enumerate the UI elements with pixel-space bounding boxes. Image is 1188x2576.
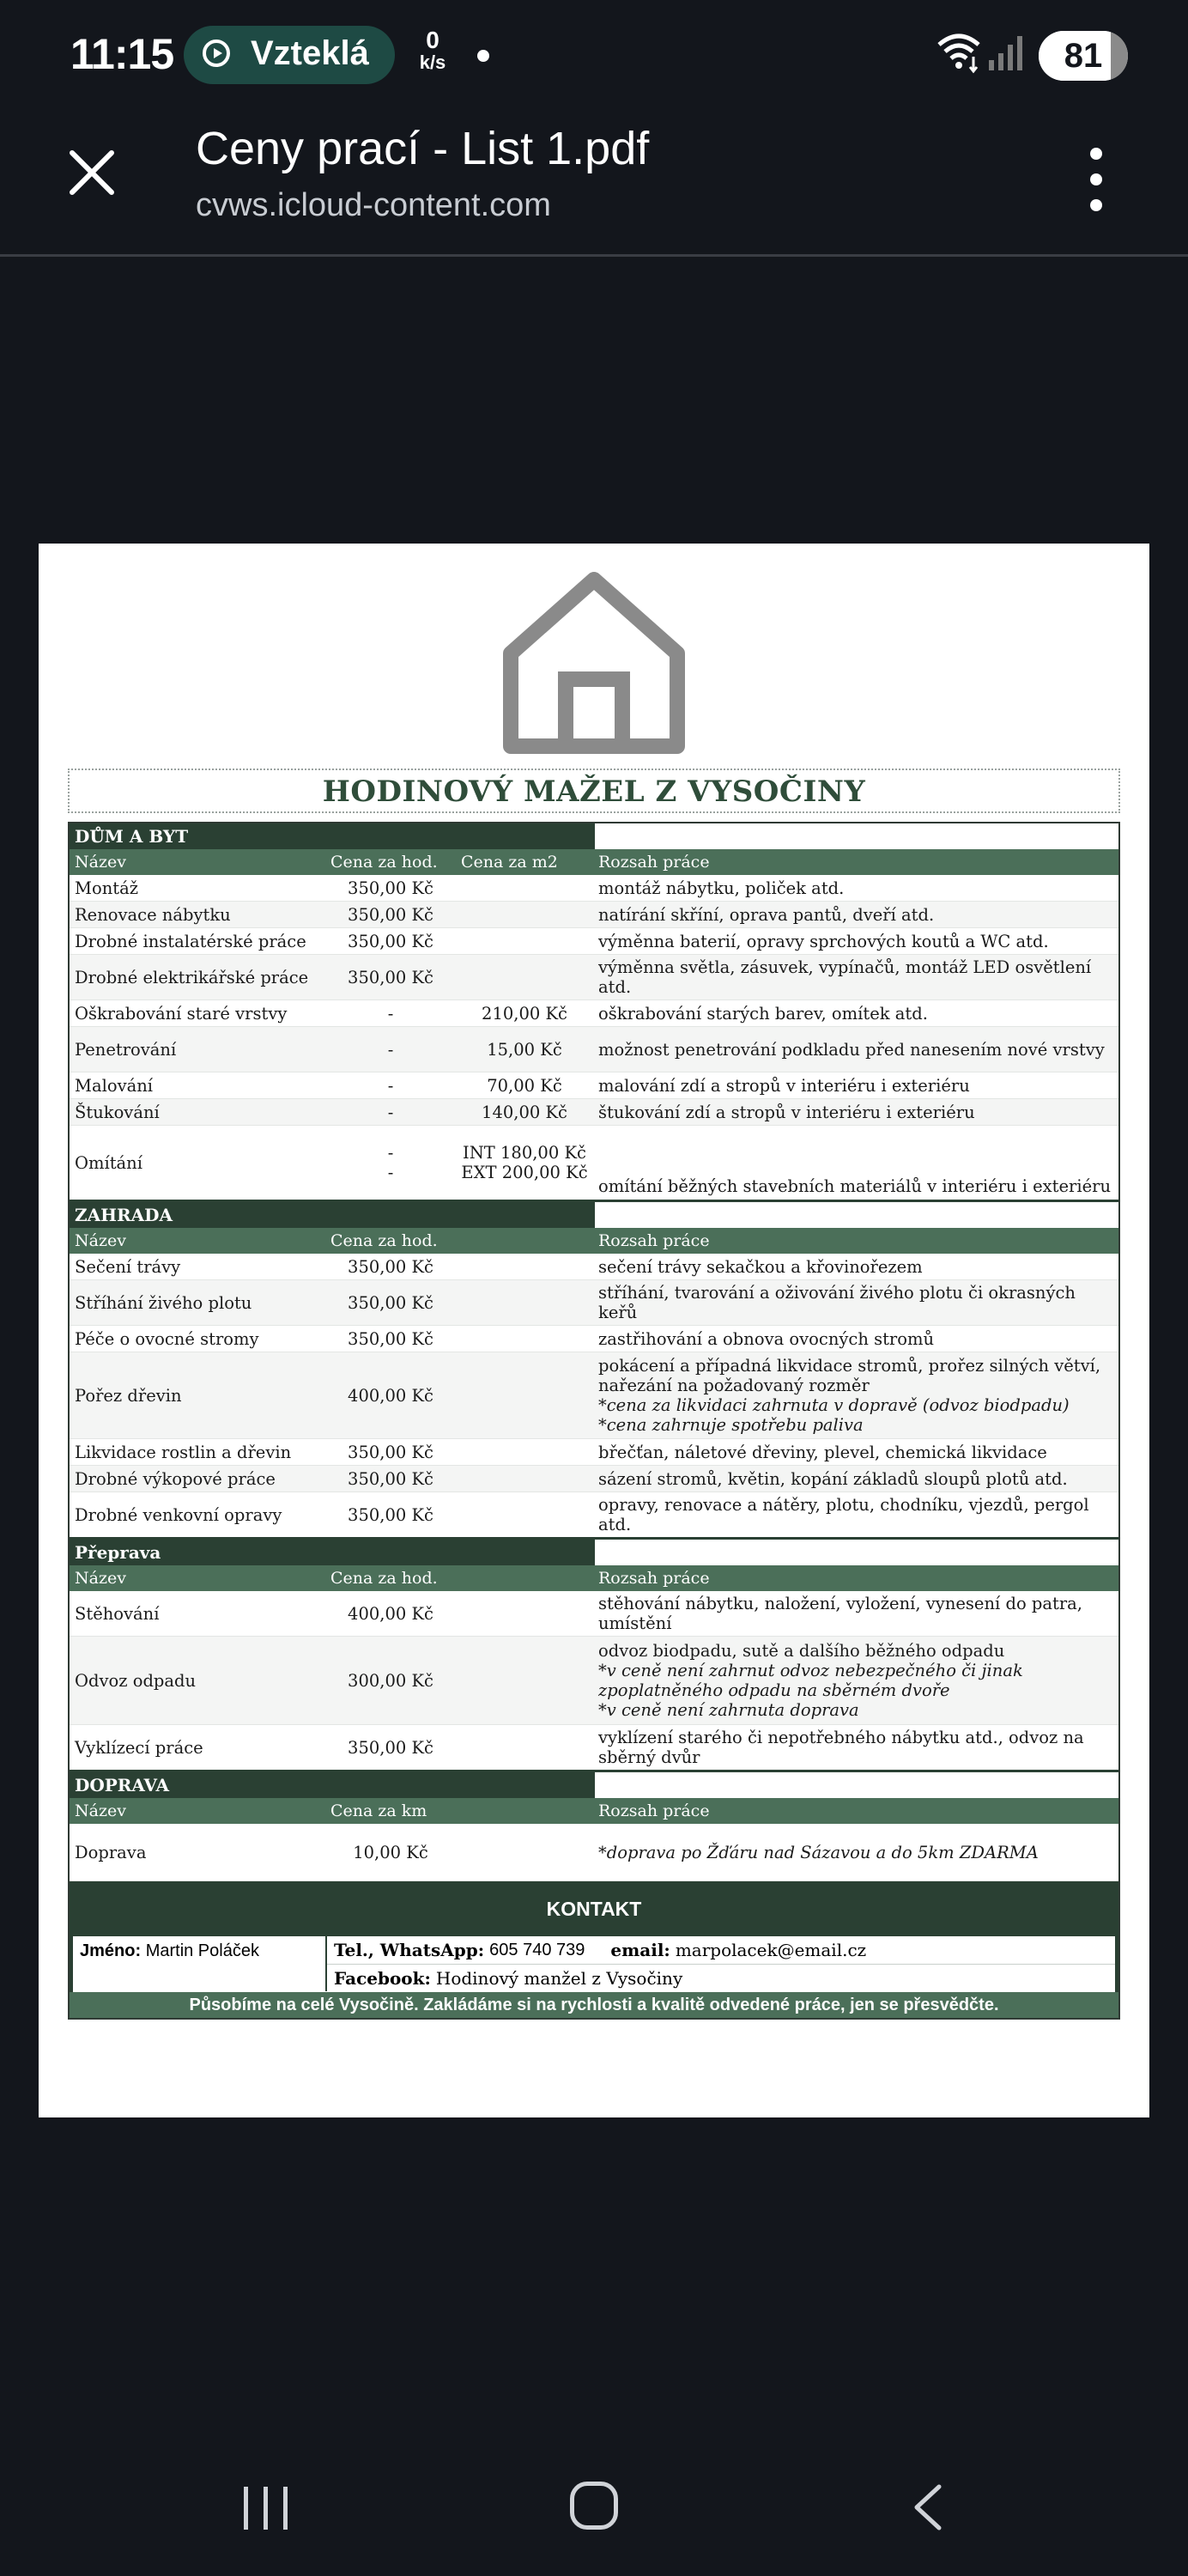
column-header: Rozsah práce xyxy=(598,1801,710,1820)
column-header: Rozsah práce xyxy=(598,853,710,872)
now-playing-label: Vzteklá xyxy=(251,34,369,72)
service-name: Sečení trávy xyxy=(75,1256,181,1277)
service-description: sázení stromů, květin, kopání základů sloupů plotů atd. xyxy=(598,1468,1068,1489)
table-row xyxy=(70,955,1118,1000)
name-label: Jméno: xyxy=(80,1941,142,1960)
service-description: výměnna baterií, opravy sprchových koutů a WC atd. xyxy=(598,931,1049,951)
price-hour: 350,00 Kč xyxy=(348,1256,433,1277)
price-m2: 210,00 Kč xyxy=(482,1003,567,1024)
name-value: Martin Poláček xyxy=(145,1941,259,1960)
network-speed xyxy=(415,29,450,74)
column-header: Cena za km xyxy=(330,1801,427,1820)
phone-label: Tel., WhatsApp: xyxy=(334,1940,485,1960)
price-m2 xyxy=(456,928,593,954)
price-hour: 400,00 Kč xyxy=(348,1603,433,1624)
service-name: Drobné instalatérské práce xyxy=(75,931,306,951)
section-title: Přeprava xyxy=(70,1540,593,1565)
price-m2: 140,00 Kč xyxy=(482,1102,567,1122)
price-hour: 350,00 Kč xyxy=(348,1468,433,1489)
table-row xyxy=(70,1492,1118,1540)
service-description xyxy=(593,1637,1118,1724)
price-hour: 350,00 Kč xyxy=(348,967,433,987)
pdf-page[interactable] xyxy=(39,544,1149,2117)
service-description: štukování zdí a stropů v interiéru i exteriéru xyxy=(598,1102,975,1122)
clock: 11:15 xyxy=(70,30,174,78)
table-row xyxy=(70,1439,1118,1466)
contact-name xyxy=(73,1936,327,1991)
service-name: Pořez dřevin xyxy=(75,1385,182,1406)
price-hour: - xyxy=(387,1102,394,1122)
price-hour-ext: - xyxy=(387,1163,394,1182)
service-name: Péče o ovocné stromy xyxy=(75,1328,259,1349)
service-description: stěhování nábytku, naložení, vyložení, vynesení do patra, umístění xyxy=(598,1594,1082,1633)
system-navigation-bar xyxy=(0,2456,1188,2559)
column-header: Název xyxy=(75,1801,126,1820)
price-hour: 350,00 Kč xyxy=(348,878,433,898)
description-note: *cena za likvidaci zahrnuta v dopravě (odvoz biodpadu) xyxy=(598,1395,1070,1415)
service-description: montáž nábytku, poliček atd. xyxy=(598,878,845,898)
column-header: Název xyxy=(75,1231,126,1250)
column-headers xyxy=(70,1798,1118,1824)
price-hour xyxy=(325,1126,456,1200)
section-header xyxy=(70,1772,1118,1798)
price-hour: 350,00 Kč xyxy=(348,1442,433,1462)
service-description: omítání běžných stavebních materiálů v interiéru i exteriéru xyxy=(598,1176,1112,1196)
more-options-icon[interactable] xyxy=(1083,146,1109,215)
price-m2: 15,00 Kč xyxy=(487,1039,562,1060)
notification-dot-icon xyxy=(477,50,489,62)
wifi-icon xyxy=(936,31,982,74)
house-logo-icon xyxy=(495,568,693,756)
facebook-value[interactable]: Hodinový manžel z Vysočiny xyxy=(435,1968,683,1989)
table-row xyxy=(70,1072,1118,1099)
column-header: Cena za hod. xyxy=(330,1569,438,1588)
description-note: *doprava po Žďáru nad Sázavou a do 5km ZDARMA xyxy=(598,1842,1039,1862)
column-header: Rozsah práce xyxy=(598,1231,710,1250)
price-m2: 70,00 Kč xyxy=(487,1075,562,1096)
table-row xyxy=(70,1824,1118,1881)
price-m2-ext: EXT 200,00 Kč xyxy=(461,1163,588,1182)
service-name: Malování xyxy=(75,1075,154,1096)
table-row xyxy=(70,928,1118,955)
column-header: Cena za hod. xyxy=(330,853,438,872)
service-name: Oškrabování staré vrstvy xyxy=(75,1003,288,1024)
facebook-label: Facebook: xyxy=(334,1968,431,1989)
service-name: Penetrování xyxy=(75,1039,177,1060)
price-hour: 350,00 Kč xyxy=(348,931,433,951)
column-headers xyxy=(70,849,1118,875)
service-name: Stěhování xyxy=(75,1603,160,1624)
table-row xyxy=(70,1352,1118,1439)
service-description xyxy=(593,1352,1118,1438)
service-name: Doprava xyxy=(75,1842,147,1862)
play-icon xyxy=(203,39,230,67)
section-title: DŮM A BYT xyxy=(70,823,593,849)
service-name: Stříhání živého plotu xyxy=(75,1292,252,1313)
document-url: cvws.icloud-content.com xyxy=(196,187,551,223)
column-header: Cena za hod. xyxy=(330,1231,438,1250)
price-hour: 300,00 Kč xyxy=(348,1670,433,1691)
column-header: Název xyxy=(75,853,126,872)
service-name: Montáž xyxy=(75,878,139,898)
column-header: Název xyxy=(75,1569,126,1588)
status-bar xyxy=(0,0,1188,112)
network-speed-unit: k/s xyxy=(419,52,446,73)
service-description: natírání skříní, oprava pantů, dveří atd. xyxy=(598,904,935,925)
contact-heading: KONTAKT xyxy=(70,1881,1118,1936)
table-row xyxy=(70,1099,1118,1126)
table-row xyxy=(70,1637,1118,1725)
table-row xyxy=(70,1027,1118,1072)
email-value[interactable]: marpolacek@email.cz xyxy=(675,1940,867,1960)
price-hour: 350,00 Kč xyxy=(348,904,433,925)
service-name: Odvoz odpadu xyxy=(75,1670,197,1691)
service-name: Vyklízecí práce xyxy=(75,1737,203,1758)
recent-apps-icon[interactable] xyxy=(240,2487,292,2530)
service-name: Drobné venkovní opravy xyxy=(75,1504,282,1525)
viewer-toolbar xyxy=(0,112,1188,257)
service-description: možnost penetrování podkladu před nanesením nové vrstvy xyxy=(598,1039,1105,1060)
description-text: odvoz biodpadu, sutě a dalšího běžného odpadu xyxy=(598,1641,1005,1661)
price-m2-int: INT 180,00 Kč xyxy=(463,1143,586,1163)
back-icon[interactable] xyxy=(910,2482,944,2533)
footer-tagline: Působíme na celé Vysočině. Zakládáme si na rychlosti a kvalitě odvedené práce, jen se přesvědčte. xyxy=(70,1992,1118,2018)
service-description xyxy=(593,1824,1118,1880)
table-row xyxy=(70,1000,1118,1027)
service-name: Likvidace rostlin a dřevin xyxy=(75,1442,292,1462)
table-row xyxy=(70,1725,1118,1772)
description-note: *v ceně není zahrnuta doprava xyxy=(598,1700,859,1720)
service-name: Drobné výkopové práce xyxy=(75,1468,276,1489)
section-header xyxy=(70,1540,1118,1565)
price-table xyxy=(68,822,1120,2020)
network-speed-value: 0 xyxy=(426,27,439,53)
table-row xyxy=(70,1591,1118,1637)
table-row xyxy=(70,1280,1118,1326)
price-hour: 350,00 Kč xyxy=(348,1737,433,1758)
service-description: výměnna světla, zásuvek, vypínačů, montáž LED osvětlení atd. xyxy=(598,957,1092,997)
section-title: ZAHRADA xyxy=(70,1202,593,1228)
service-description: břečťan, náletové dřeviny, plevel, chemická likvidace xyxy=(598,1442,1047,1462)
document-heading: HODINOVÝ MAŽEL Z VYSOČINY xyxy=(68,769,1120,813)
price-m2 xyxy=(456,1126,593,1200)
table-row xyxy=(70,1126,1118,1202)
service-description: vyklízení starého či nepotřebného nábytku atd., odvoz na sběrný dvůr xyxy=(598,1728,1084,1767)
table-row xyxy=(70,1466,1118,1492)
price-hour: 350,00 Kč xyxy=(348,1292,433,1313)
signal-icon xyxy=(987,34,1027,72)
service-description: stříhání, tvarování a oživování živého plotu či okrasných keřů xyxy=(598,1283,1076,1322)
column-headers xyxy=(70,1228,1118,1254)
service-description: sečení trávy sekačkou a křovinořezem xyxy=(598,1256,923,1277)
email-label: email: xyxy=(610,1940,670,1960)
service-description: oškrabování starých barev, omítek atd. xyxy=(598,1003,928,1024)
column-header: Cena za m2 xyxy=(461,853,558,872)
service-name: Drobné elektrikářské práce xyxy=(75,967,309,987)
price-hour: - xyxy=(387,1075,394,1096)
section-title: DOPRAVA xyxy=(70,1772,593,1798)
service-name: Omítání xyxy=(75,1152,142,1173)
section-header xyxy=(70,823,1118,849)
service-description: opravy, renovace a nátěry, plotu, chodníku, vjezdů, pergol atd. xyxy=(598,1495,1089,1534)
price-hour: 350,00 Kč xyxy=(348,1504,433,1525)
description-note: *cena zahrnuje spotřebu paliva xyxy=(598,1415,864,1435)
service-description: zastřihování a obnova ovocných stromů xyxy=(598,1328,935,1349)
description-text: pokácení a případná likvidace stromů, prořez silných větví, nařezání na požadovaný rozměr xyxy=(598,1356,1101,1395)
service-name: Renovace nábytku xyxy=(75,904,231,925)
column-header: Rozsah práce xyxy=(598,1569,710,1588)
price-m2 xyxy=(456,902,593,927)
price-hour: - xyxy=(387,1003,394,1024)
price-m2 xyxy=(456,955,593,999)
table-row xyxy=(70,902,1118,928)
contact-block xyxy=(70,1936,1118,1992)
price-hour: - xyxy=(387,1039,394,1060)
now-playing-pill[interactable] xyxy=(184,26,395,84)
home-icon[interactable] xyxy=(570,2482,618,2530)
section-header xyxy=(70,1202,1118,1228)
price-km: 10,00 Kč xyxy=(353,1842,428,1862)
column-headers xyxy=(70,1565,1118,1591)
price-hour: 350,00 Kč xyxy=(348,1328,433,1349)
service-name: Štukování xyxy=(75,1102,160,1122)
service-description: malování zdí a stropů v interiéru i exteriéru xyxy=(598,1075,970,1096)
table-row xyxy=(70,1254,1118,1280)
description-note: *v ceně není zahrnut odvoz nebezpečného či jinak zpoplatněného odpadu na sběrném dvoře xyxy=(598,1661,1023,1700)
phone-value[interactable]: 605 740 739 xyxy=(489,1940,585,1959)
table-row xyxy=(70,1326,1118,1352)
close-icon[interactable] xyxy=(65,146,118,199)
price-hour-int: - xyxy=(387,1143,394,1163)
battery-indicator xyxy=(1039,31,1128,81)
battery-percent: 81 xyxy=(1064,37,1103,75)
table-row xyxy=(70,875,1118,902)
price-m2 xyxy=(456,875,593,901)
document-title: Ceny prací - List 1.pdf xyxy=(196,123,650,174)
price-hour: 400,00 Kč xyxy=(348,1385,433,1406)
